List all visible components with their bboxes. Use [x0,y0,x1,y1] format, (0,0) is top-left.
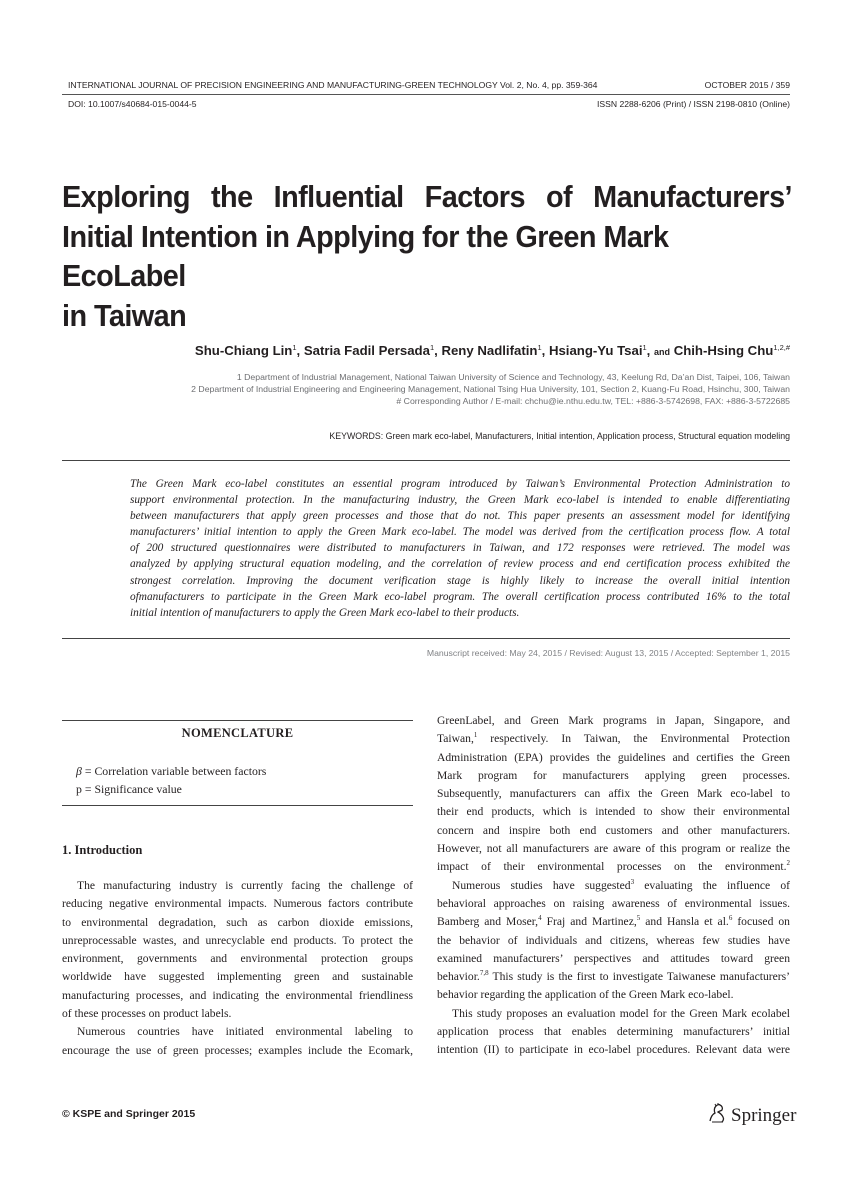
body-line: Taiwan,$^1$ respectively. In Taiwan, the Environmental Protection [437,731,790,746]
body-line: intention (II) to participate in eco-label procedures. Relevant data were [437,1043,790,1057]
body-line: Numerous studies have suggested$^3$ evaluating the influence of [452,877,791,892]
author-affil-sup: 1,2,# [773,343,790,352]
citation-ref: 5 [636,914,641,923]
body-line: their end products, which is intended to show their environmental [437,805,790,819]
citation-ref: 2 [786,859,790,868]
abstract-line: support environmental protection. In the manufacturing industry, the Green Mark eco-label is intended to enable differentiating [130,494,790,507]
keywords: KEYWORDS: Green mark eco-label, Manufacturers, Initial intention, Application process, Structural equation modeling [329,431,790,441]
author-name: Satria Fadil Persada [303,343,430,358]
body-line: This study proposes an evaluation model for the Green Mark ecolabel [452,1006,790,1020]
corresponding-author: # Corresponding Author / E-mail: chchu@ie.nthu.edu.tw, TEL: +886-3-5742698, FAX: +886-3-5722685 [396,396,790,406]
nomenclature-top-rule [62,720,413,721]
section-heading-introduction: 1. Introduction [62,843,143,857]
journal-running-header: INTERNATIONAL JOURNAL OF PRECISION ENGINEERING AND MANUFACTURING-GREEN TECHNOLOGY Vol. 2, No. 4, pp. 359-364 [68,80,598,90]
body-line: to environmental degradation, such as carbon dioxide emissions, [62,915,413,929]
body-line: behavior regarding the application of the Green Mark eco-label. [437,988,734,1002]
author-name: Chih-Hsing Chu [673,343,774,358]
abstract-line: ofmanufacturers to participate in the Green Mark eco-label program. The overall certification process contributed 16% to the total [130,590,790,603]
body-line: of these processes on product labels. [62,1007,232,1021]
title-line-2: Initial Intention in Applying for the Green Mark EcoLabel [62,218,669,293]
doi: DOI: 10.1007/s40684-015-0044-5 [68,99,197,109]
body-line: manufacturing processes, and indicating the environmental friendliness [62,988,413,1002]
body-line: Subsequently, manufacturers can affix the Green Mark eco-label to [437,787,790,801]
abstract-line: strongest correlation. Improving the document verification stage is highly likely to increase the overall initial intention [130,574,790,587]
author-affil-sup: 1 [429,343,435,352]
body-line: Mark program for manufacturers applying green processes. [437,768,790,782]
manuscript-dates: Manuscript received: May 24, 2015 / Revised: August 13, 2015 / Accepted: September 1, 2015 [426,648,790,658]
abstract-line: between manufacturers that apply green processes and those that do not. This paper presents an assessment model for identifying [130,510,790,523]
author-affil-sup: 1 [537,343,542,352]
author-name: Shu-Chiang Lin [194,343,293,358]
abstract-line: initial intention of manufacturers to apply the Green Mark eco-label to their products. [130,606,520,619]
nomenclature-symbol: p [76,782,82,796]
abstract-bottom-rule [62,638,790,639]
citation-ref: 6 [728,914,733,923]
body-line: application process that enables determining manufacturers’ initial [437,1025,790,1039]
right-column-text [437,712,790,1060]
citation-ref: 4 [538,914,542,923]
body-line: Administration (EPA) provides the guidelines and certifies the Green [437,750,790,764]
body-line: worldwide have suggested implementing green and sustainable [62,970,413,984]
title-line-1 [62,177,792,217]
author-name: Hsiang-Yu Tsai [548,343,643,358]
body-line: unreprocessable wastes, and unrecyclable end products. To protect the [62,933,413,947]
title-line-3: in Taiwan [62,297,187,333]
issn: ISSN 2288-6206 (Print) / ISSN 2198-0810 (Online) [597,99,790,109]
body-line: Numerous countries have initiated environmental labeling to [77,1025,413,1039]
body-line: However, not all manufacturers are aware of this program or realize the [437,842,790,856]
body-line: environment, governments and environmental protection groups [62,952,413,966]
body-line: impact of their environmental processes on the environment.$^2$ [437,859,790,874]
body-line: reducing negative environmental impacts. Numerous factors contribute [62,897,413,911]
springer-logo [706,1102,796,1130]
title-word: Exploring [62,179,190,214]
author-name: Reny Nadlifatin [441,343,538,358]
author-and: and [654,347,671,357]
abstract [130,476,790,621]
left-column-text [62,877,413,1060]
author-affil-sup: 1 [292,343,297,352]
body-line: concern and inspire both end customers and other manufacturers. [437,823,790,837]
nomenclature-definition: = Correlation variable between factors [81,764,267,778]
abstract-line: analyzed by applying structural equation modeling, and the correlation of review process and end certification process exhibited the [130,558,790,571]
issue-date-page: OCTOBER 2015 / 359 [704,80,790,90]
affiliation-2: 2 Department of Industrial Engineering and Engineering Management, National Tsing Hua University, 101, Section 2, Kuang-Fu Road, Hsinchu, 300, Taiwan [191,384,790,394]
citation-ref: 3 [630,877,635,886]
body-line: Bamberg and Moser,$^4$ Fraj and Martinez,$^5$ and Hansla et al.$^6$ focused on [437,914,790,929]
nomenclature-item [76,764,266,779]
copyright: © KSPE and Springer 2015 [62,1108,196,1120]
abstract-top-rule [62,460,790,461]
citation-ref: 1 [473,731,478,740]
body-line: the behavior of individuals and citizens, whereas few studies have [437,933,790,947]
body-line: encourage the use of green processes; examples include the Ecomark, [62,1043,413,1057]
springer-horse-icon [706,1102,728,1130]
body-line: behavioral approaches on raising awareness of environmental issues. [437,896,790,910]
body-line: examined manufacturers’ perspectives and attitudes toward green [437,951,790,965]
paper-title [62,177,792,335]
body-line: behavior.$^{7,8}$ This study is the first to investigate Taiwanese manufacturers’ [437,969,790,984]
nomenclature-symbol: β [76,764,82,778]
nomenclature-heading: NOMENCLATURE [181,726,294,740]
author-affil-sup: 1 [642,343,647,352]
nomenclature-bottom-rule [62,805,413,806]
nomenclature-item [76,782,182,797]
body-line: The manufacturing industry is currently facing the challenge of [77,879,413,892]
author-list: Shu-Chiang Lin$^1$, Satria Fadil Persada$^1$, Reny Nadlifatin$^1$, Hsiang-Yu Tsai$^1$, and Chih-Hsing Chu$^{1,2,\#}$ [194,343,790,358]
body-line: GreenLabel, and Green Mark programs in Japan, Singapore, and [437,714,790,727]
springer-wordmark: Springer [731,1105,797,1126]
title-word: Influential [273,179,404,214]
title-word: the [210,179,253,214]
header-rule [62,94,790,95]
abstract-line: The Green Mark eco-label constitutes an essential program introduced by Taiwan’s Environmental Protection Administration to [130,478,790,490]
nomenclature-definition: = Significance value [81,782,182,796]
title-word: Factors [424,179,525,214]
title-word: Manufacturers’ [593,179,793,214]
title-word: of [545,179,573,214]
citation-ref: 7,8 [479,969,489,978]
abstract-line: manufacturers’ initial intention to apply the Green Mark eco-label. The model was derived from the certification process flow. A total [130,526,790,539]
affiliation-1: 1 Department of Industrial Management, National Taiwan University of Science and Technology, 43, Keelung Rd, Da’an Dist, Taipei, 106, Taiwan [236,372,790,382]
abstract-line: of 200 structured questionnaires were distributed to manufacturers in Taiwan, and 172 responses were retrieved. The model was [130,542,790,555]
